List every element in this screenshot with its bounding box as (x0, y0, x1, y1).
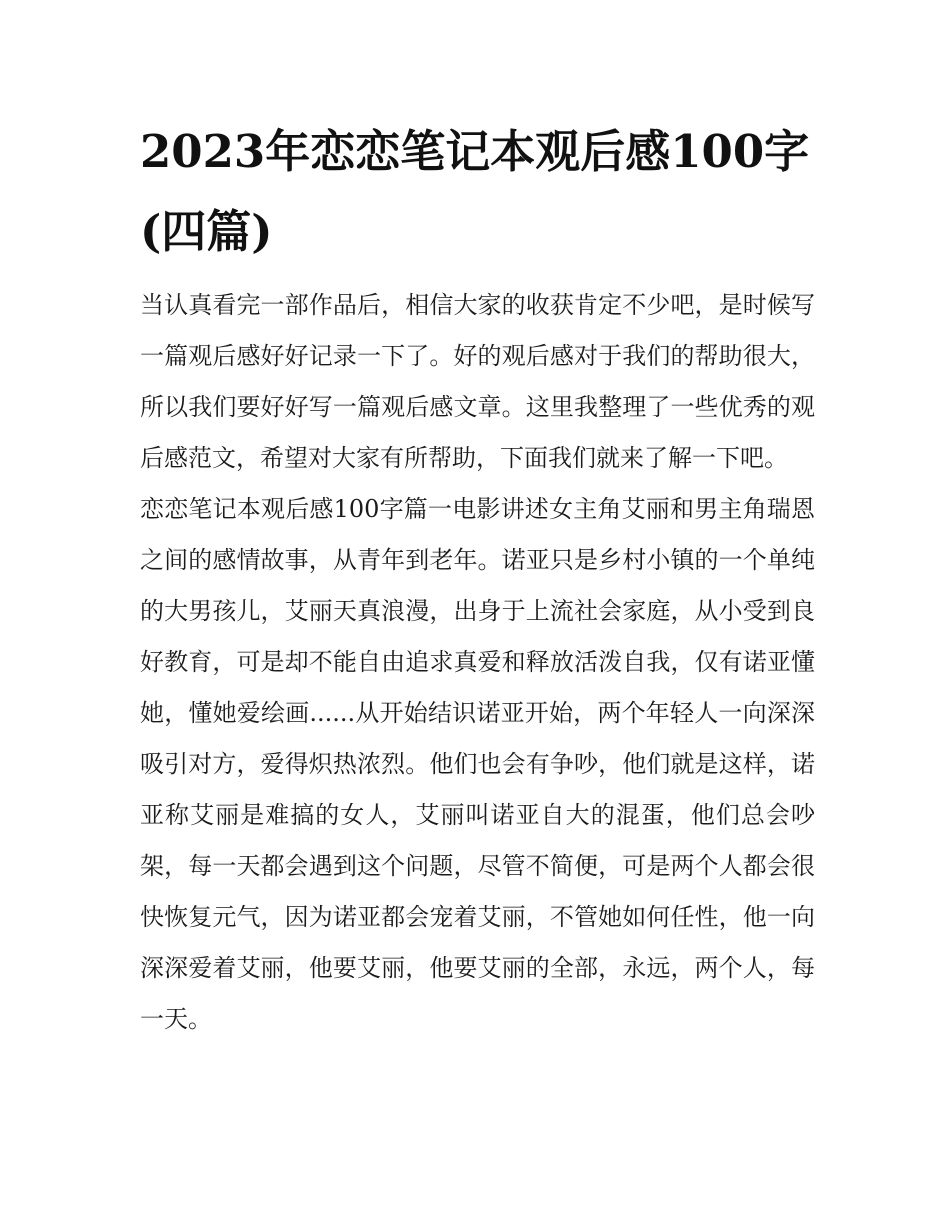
document-body (140, 112, 815, 1045)
intro-paragraph: 当认真看完一部作品后，相信大家的收获肯定不少吧，是时候写一篇观后感好好记录一下了。好的观后感对于我们的帮助很大，所以我们要好好写一篇观后感文章。这里我整理了一些优秀的观后感范文，希望对大家有所帮助，下面我们就来了解一下吧。 (140, 291, 815, 472)
essay-paragraph: 恋恋笔记本观后感100字篇一电影讲述女主角艾丽和男主角瑞恩之间的感情故事，从青年到老年。诺亚只是乡村小镇的一个单纯的大男孩儿，艾丽天真浪漫，出身于上流社会家庭，从小受到良好教育，可是却不能自由追求真爱和释放活泼自我，仅有诺亚懂她，懂她爱绘画......从开始结识诺亚开始，两个年轻人一向深深吸引对方，爱得炽热浓烈。他们也会有争吵，他们就是这样，诺亚称艾丽是难搞的女人，艾丽叫诺亚自大的混蛋，他们总会吵架，每一天都会遇到这个问题，尽管不简便，可是两个人都会很快恢复元气，因为诺亚都会宠着艾丽，不管她如何任性，他一向深深爱着艾丽，他要艾丽，他要艾丽的全部，永远，两个人，每一天。 (140, 495, 815, 1033)
document-title: 2023年恋恋笔记本观后感100字(四篇) (140, 125, 810, 258)
